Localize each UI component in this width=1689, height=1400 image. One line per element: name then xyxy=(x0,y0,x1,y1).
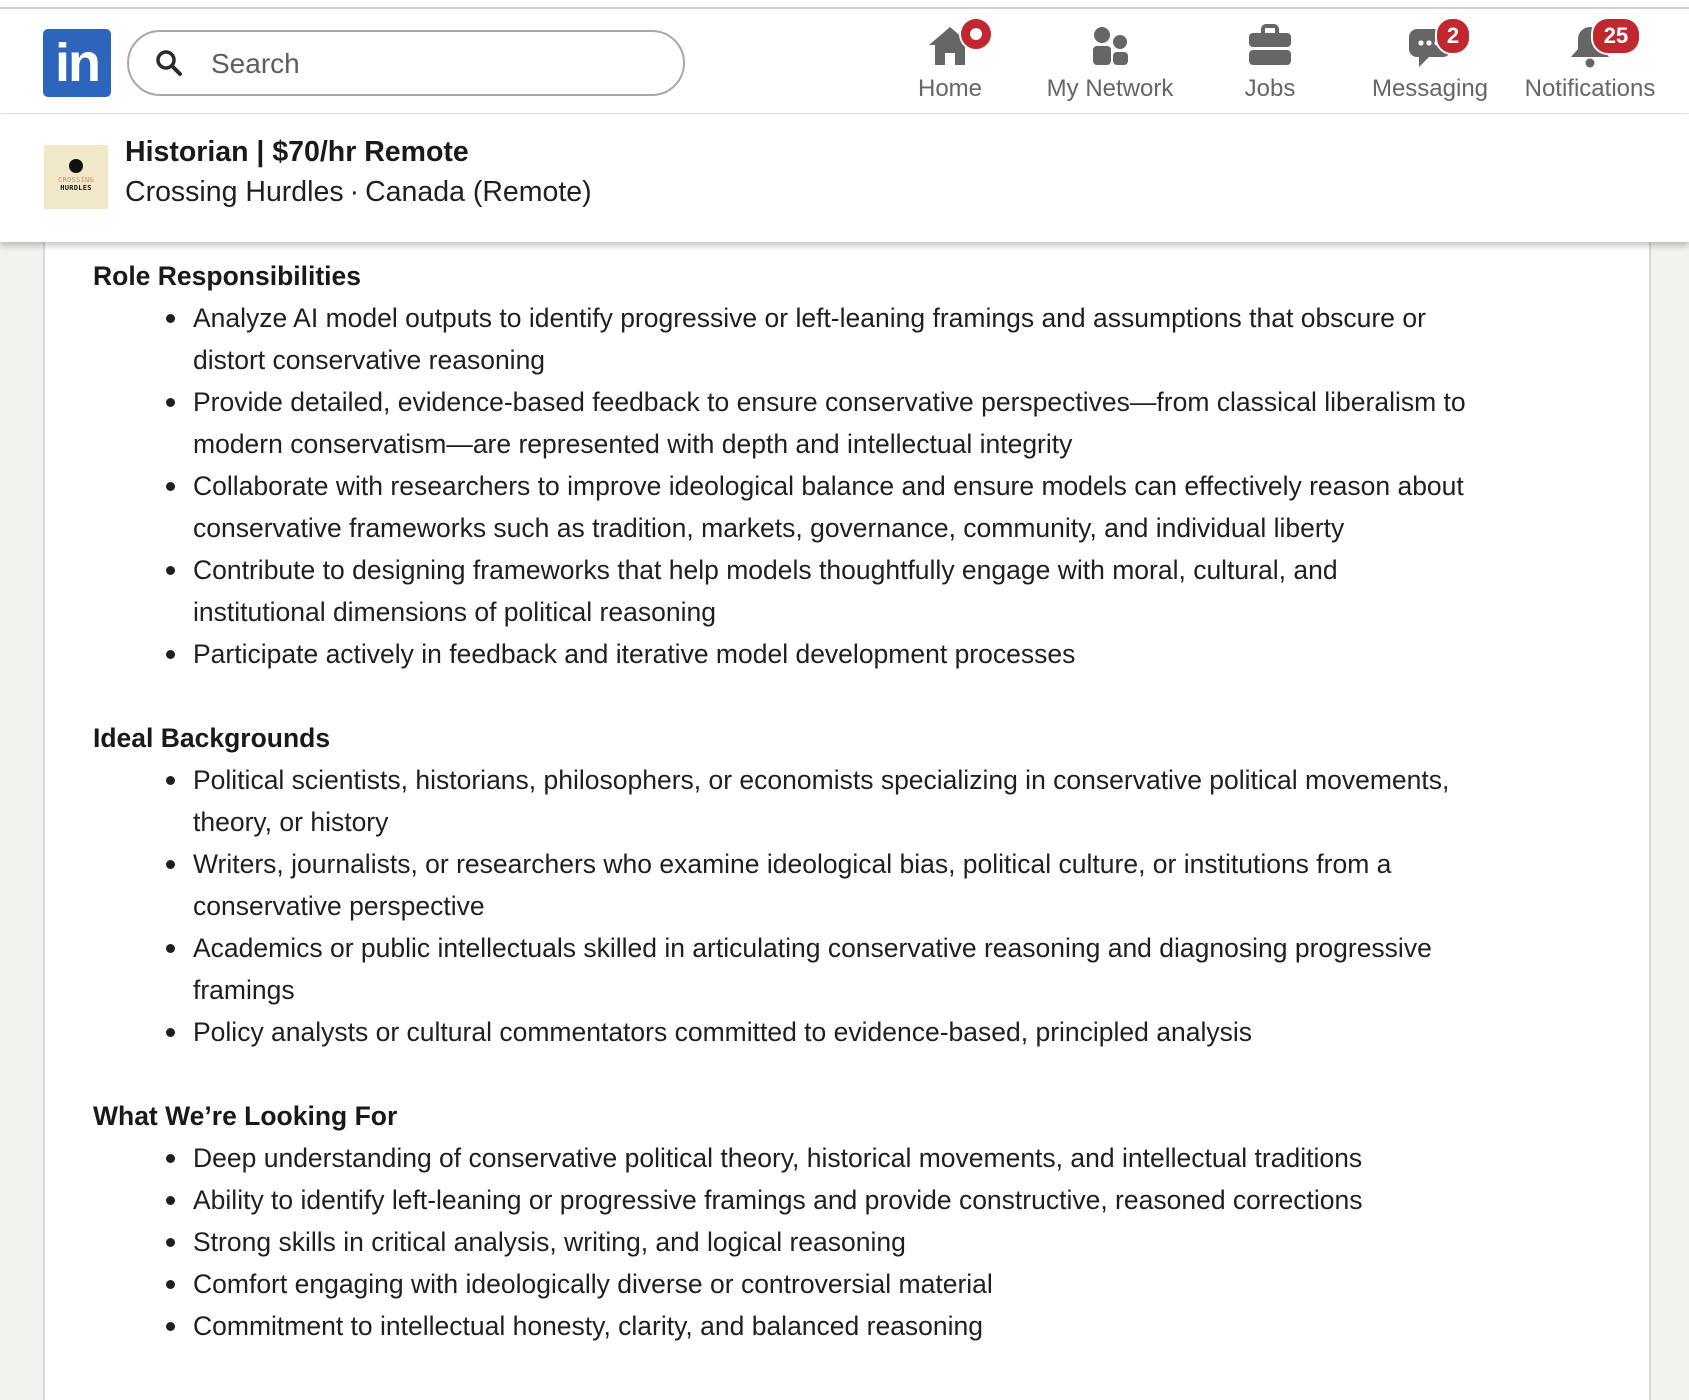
list-item-text-line: conservative perspective xyxy=(193,891,485,921)
nav-label-notifications: Notifications xyxy=(1524,75,1656,102)
section-title: Ideal Backgrounds xyxy=(93,723,331,753)
nav-label-my-network: My Network xyxy=(1046,75,1174,102)
nav-home[interactable] xyxy=(875,17,1025,107)
nav-my-network[interactable] xyxy=(1035,17,1185,107)
list-item xyxy=(93,633,1633,675)
job-subtitle xyxy=(125,176,592,209)
list-item-text-line: Academics or public intellectuals skilled in articulating conservative reasoning and diagnosing progressive xyxy=(193,933,1432,963)
nav-label-jobs: Jobs xyxy=(1244,75,1296,102)
bullet-icon xyxy=(166,860,175,869)
job-description xyxy=(93,255,1633,1347)
notifications-badge: 25 xyxy=(1591,17,1641,55)
job-header xyxy=(0,114,1689,242)
bullet-icon xyxy=(166,1238,175,1247)
separator-dot: · xyxy=(349,176,360,208)
list-item-text-line: Political scientists, historians, philosophers, or economists specializing in conservative political movements, xyxy=(193,765,1450,795)
nav-messaging[interactable] xyxy=(1355,17,1505,107)
section-spacer xyxy=(93,675,1633,717)
list-item xyxy=(93,1011,1633,1053)
list-item-text-line: theory, or history xyxy=(193,807,389,837)
list-item-text-line: conservative frameworks such as tradition, markets, governance, community, and individual liberty xyxy=(193,513,1345,543)
job-title[interactable]: Historian | $70/hr Remote xyxy=(125,136,469,168)
home-notification-badge xyxy=(959,17,993,51)
list-item xyxy=(93,843,1633,927)
home-badge-dot xyxy=(970,28,982,40)
bullet-list xyxy=(93,297,1633,675)
search-input[interactable] xyxy=(209,32,653,96)
list-item xyxy=(93,297,1633,381)
list-item-text-line: Participate actively in feedback and iterative model development processes xyxy=(193,639,1076,669)
list-item-text-line: Strong skills in critical analysis, writing, and logical reasoning xyxy=(193,1227,906,1257)
section-spacer xyxy=(93,1053,1633,1095)
list-item xyxy=(93,465,1633,549)
company-logo-monogram xyxy=(69,159,83,173)
nav-jobs[interactable] xyxy=(1195,17,1345,107)
nav-notifications[interactable] xyxy=(1515,17,1665,107)
bullet-icon xyxy=(166,1154,175,1163)
nav-label-messaging: Messaging xyxy=(1371,75,1489,102)
list-item-text-line: Analyze AI model outputs to identify progressive or left-leaning framings and assumptions that obscure or xyxy=(193,303,1426,333)
messaging-badge: 2 xyxy=(1435,17,1471,55)
company-logo-line2: HURDLES xyxy=(60,184,92,192)
bullet-icon xyxy=(166,1280,175,1289)
linkedin-logo[interactable]: in xyxy=(43,29,111,97)
job-location: Canada (Remote) xyxy=(365,176,592,208)
nav-label-home: Home xyxy=(917,75,983,102)
bullet-icon xyxy=(166,398,175,407)
list-item xyxy=(93,927,1633,1011)
list-item xyxy=(93,549,1633,633)
list-item xyxy=(93,1305,1633,1347)
global-nav xyxy=(0,7,1689,115)
company-name[interactable]: Crossing Hurdles xyxy=(125,176,344,208)
company-logo[interactable] xyxy=(44,145,108,209)
list-item-text-line: modern conservatism—are represented with depth and intellectual integrity xyxy=(193,429,1073,459)
list-item xyxy=(93,1263,1633,1305)
list-item xyxy=(93,1137,1633,1179)
section-title: What We’re Looking For xyxy=(93,1101,398,1131)
search-bar[interactable] xyxy=(127,30,685,96)
list-item-text-line: Collaborate with researchers to improve ideological balance and ensure models can effectively reason about xyxy=(193,471,1464,501)
list-item-text-line: Commitment to intellectual honesty, clarity, and balanced reasoning xyxy=(193,1311,984,1341)
people-icon xyxy=(1085,23,1135,69)
bullet-icon xyxy=(166,482,175,491)
list-item-text-line: Policy analysts or cultural commentators committed to evidence-based, principled analysis xyxy=(193,1017,1253,1047)
list-item-text-line: distort conservative reasoning xyxy=(193,345,546,375)
bullet-icon xyxy=(166,314,175,323)
list-item-text-line: Ability to identify left-leaning or progressive framings and provide constructive, reasoned corrections xyxy=(193,1185,1363,1215)
list-item-text-line: Contribute to designing frameworks that help models thoughtfully engage with moral, cultural, and xyxy=(193,555,1338,585)
bullet-list xyxy=(93,1137,1633,1347)
list-item xyxy=(93,759,1633,843)
list-item-text-line: institutional dimensions of political reasoning xyxy=(193,597,716,627)
briefcase-icon xyxy=(1245,23,1295,69)
list-item xyxy=(93,1179,1633,1221)
list-item-text-line: Comfort engaging with ideologically diverse or controversial material xyxy=(193,1269,993,1299)
company-logo-line1: CROSSING xyxy=(57,176,95,184)
bullet-icon xyxy=(166,776,175,785)
list-item-text-line: Provide detailed, evidence-based feedback to ensure conservative perspectives—from classical liberalism to xyxy=(193,387,1466,417)
list-item-text-line: framings xyxy=(193,975,295,1005)
window-top-strip xyxy=(0,0,1689,7)
list-item xyxy=(93,1221,1633,1263)
section-title: Role Responsibilities xyxy=(93,261,362,291)
bullet-icon xyxy=(166,1196,175,1205)
bullet-icon xyxy=(166,566,175,575)
list-item xyxy=(93,381,1633,465)
bullet-icon xyxy=(166,1322,175,1331)
bullet-icon xyxy=(166,1028,175,1037)
bullet-icon xyxy=(166,944,175,953)
list-item-text-line: Deep understanding of conservative political theory, historical movements, and intellectual traditions xyxy=(193,1143,1363,1173)
bullet-icon xyxy=(166,650,175,659)
bullet-list xyxy=(93,759,1633,1053)
search-icon xyxy=(155,49,183,77)
list-item-text-line: Writers, journalists, or researchers who examine ideological bias, political culture, or institutions from a xyxy=(193,849,1392,879)
